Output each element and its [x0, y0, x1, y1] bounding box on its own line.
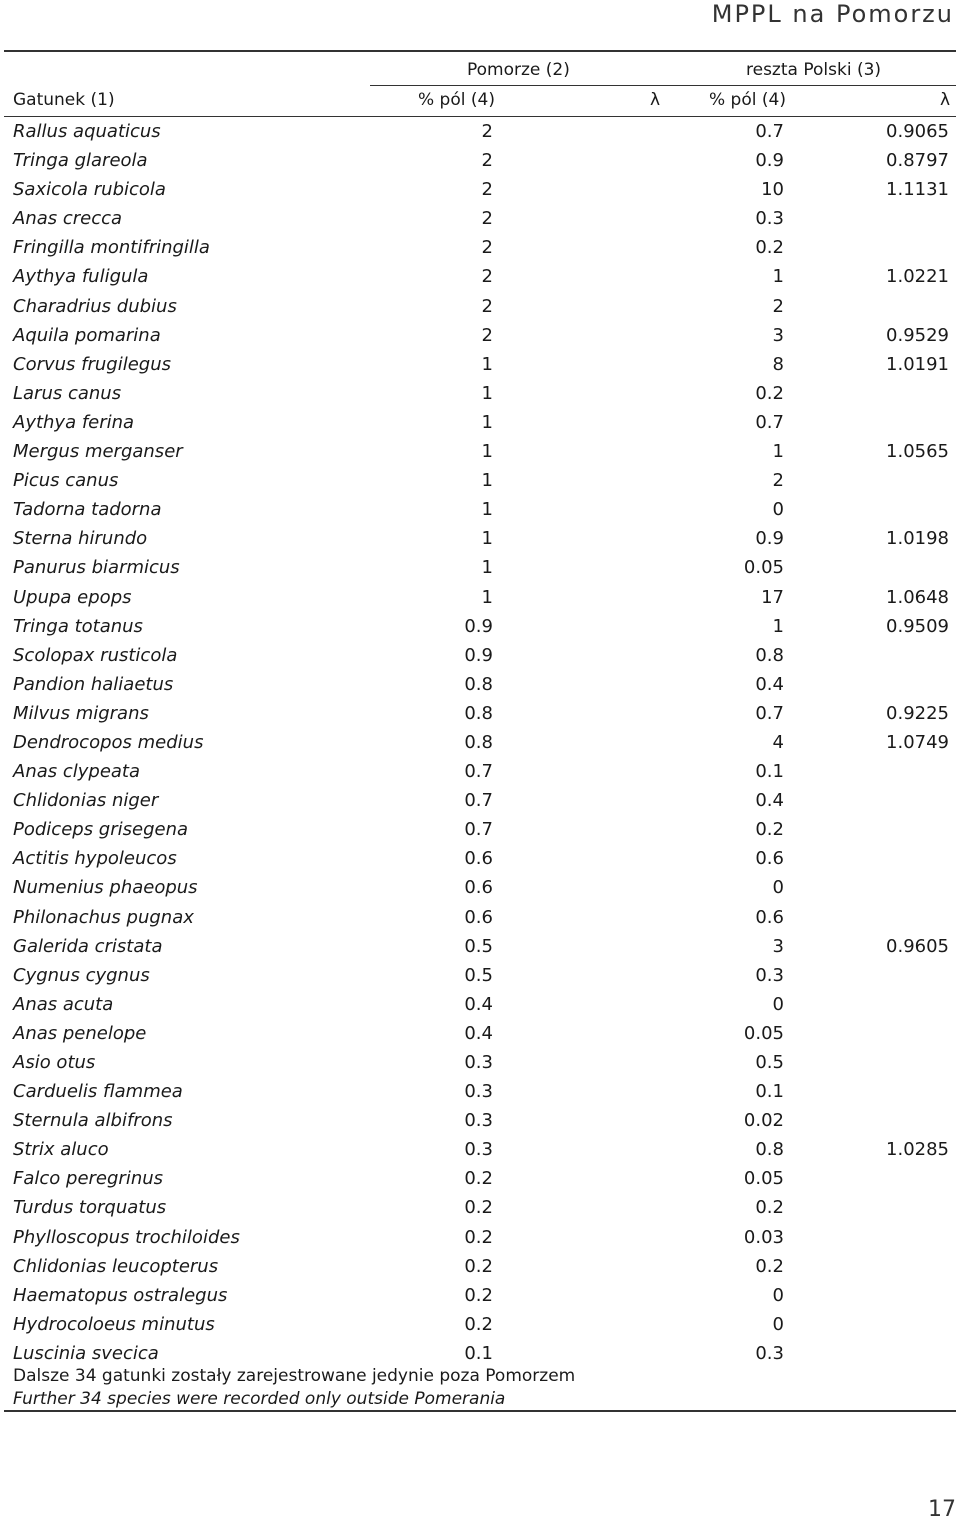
- species-name: Corvus frugilegus: [13, 353, 172, 375]
- pct-reszta-cell: 0.6: [755, 848, 784, 870]
- pct-pomorze-cell: 0.2: [464, 1255, 493, 1277]
- pct-reszta-cell: 3: [772, 324, 784, 346]
- species-name: Phylloscopus trochiloides: [13, 1226, 240, 1248]
- species-name: Numenius phaeopus: [13, 877, 198, 899]
- species-name: Mergus merganser: [13, 441, 183, 463]
- pct-reszta-cell: 17: [761, 586, 784, 608]
- running-header-title: MPPL na Pomorzu: [711, 0, 954, 28]
- column-header-lambda-pomorze: λ: [650, 90, 661, 110]
- page-number: 17: [928, 1497, 956, 1522]
- species-name: Galerida cristata: [13, 935, 163, 957]
- species-name: Tringa glareola: [13, 150, 148, 172]
- lambda-reszta-cell: 1.0749: [886, 731, 949, 753]
- pct-reszta-cell: 0.4: [755, 790, 784, 812]
- species-name: Carduelis flammea: [13, 1081, 183, 1103]
- pct-reszta-cell: 1: [772, 266, 784, 288]
- species-name: Chlidonias niger: [13, 790, 159, 812]
- table-row: [0, 204, 960, 233]
- pct-reszta-cell: 1: [772, 615, 784, 637]
- pct-pomorze-cell: 0.6: [464, 906, 493, 928]
- pct-reszta-cell: 4: [772, 731, 784, 753]
- species-name: Anas penelope: [13, 1022, 147, 1044]
- pct-reszta-cell: 0.7: [755, 411, 784, 433]
- pct-reszta-cell: 0.2: [755, 1197, 784, 1219]
- pct-reszta-cell: 0.1: [755, 1081, 784, 1103]
- column-header-lambda-reszta: λ: [940, 90, 951, 110]
- pct-pomorze-cell: 2: [481, 150, 493, 172]
- lambda-reszta-cell: 0.9509: [886, 615, 949, 637]
- pct-pomorze-cell: 0.7: [464, 819, 493, 841]
- table-bottom-rule: [4, 1410, 956, 1412]
- pct-pomorze-cell: 0.4: [464, 993, 493, 1015]
- table-row: [0, 612, 960, 641]
- table-row: [0, 146, 960, 175]
- pct-pomorze-cell: 0.2: [464, 1313, 493, 1335]
- species-table-body: [0, 117, 960, 1368]
- group-header-pomorze: Pomorze (2): [467, 60, 570, 80]
- table-row: [0, 699, 960, 728]
- pct-pomorze-cell: 0.5: [464, 935, 493, 957]
- table-row: [0, 1252, 960, 1281]
- pct-pomorze-cell: 1: [481, 411, 493, 433]
- pct-reszta-cell: 0.2: [755, 1255, 784, 1277]
- species-name: Rallus aquaticus: [13, 121, 161, 142]
- table-row: [0, 1281, 960, 1310]
- pct-reszta-cell: 1: [772, 441, 784, 463]
- pct-pomorze-cell: 1: [481, 557, 493, 579]
- table-row: [0, 321, 960, 350]
- table-row: [0, 175, 960, 204]
- table-row: [0, 379, 960, 408]
- species-name: Asio otus: [13, 1052, 96, 1073]
- pct-reszta-cell: 0.4: [755, 673, 784, 695]
- table-row: [0, 1135, 960, 1164]
- footnote-polish: Dalsze 34 gatunki zostały zarejestrowane jedynie poza Pomorzem: [13, 1366, 576, 1386]
- table-row: [0, 117, 960, 146]
- table-row: [0, 961, 960, 990]
- pct-reszta-cell: 0.2: [755, 819, 784, 841]
- table-row: [0, 1164, 960, 1193]
- species-name: Panurus biarmicus: [13, 557, 180, 579]
- table-row: [0, 524, 960, 553]
- pct-reszta-cell: 0.9: [755, 150, 784, 172]
- pct-reszta-cell: 0.8: [755, 1139, 784, 1161]
- lambda-reszta-cell: 1.0191: [886, 353, 949, 375]
- species-name: Charadrius dubius: [13, 295, 177, 317]
- table-row: [0, 757, 960, 786]
- species-name: Scolopax rusticola: [13, 644, 178, 666]
- table-row: [0, 1223, 960, 1252]
- pct-pomorze-cell: 1: [481, 353, 493, 375]
- pct-pomorze-cell: 1: [481, 441, 493, 463]
- table-row: [0, 1048, 960, 1077]
- pct-pomorze-cell: 0.1: [464, 1342, 493, 1364]
- pct-pomorze-cell: 0.7: [464, 761, 493, 783]
- pct-pomorze-cell: 2: [481, 266, 493, 288]
- pct-reszta-cell: 0.3: [755, 964, 784, 986]
- table-row: [0, 932, 960, 961]
- pct-pomorze-cell: 2: [481, 295, 493, 317]
- pct-reszta-cell: 2: [772, 295, 784, 317]
- lambda-reszta-cell: 0.9225: [886, 702, 949, 724]
- table-row: [0, 786, 960, 815]
- pct-pomorze-cell: 0.4: [464, 1022, 493, 1044]
- pct-pomorze-cell: 0.2: [464, 1284, 493, 1306]
- table-row: [0, 873, 960, 902]
- table-row: [0, 553, 960, 582]
- lambda-reszta-cell: 0.9605: [886, 935, 949, 957]
- pct-pomorze-cell: 2: [481, 121, 493, 142]
- table-row: [0, 437, 960, 466]
- footnote-english: Further 34 species were recorded only outside Pomerania: [13, 1389, 506, 1409]
- table-row: [0, 408, 960, 437]
- pct-reszta-cell: 0.6: [755, 906, 784, 928]
- pct-pomorze-cell: 2: [481, 208, 493, 230]
- table-row: [0, 903, 960, 932]
- species-name: Turdus torquatus: [13, 1197, 167, 1219]
- pct-reszta-cell: 10: [761, 179, 784, 201]
- group-header-reszta: reszta Polski (3): [746, 60, 882, 80]
- pct-reszta-cell: 2: [772, 470, 784, 492]
- pct-pomorze-cell: 0.7: [464, 790, 493, 812]
- lambda-reszta-cell: 0.8797: [886, 150, 949, 172]
- species-name: Actitis hypoleucos: [13, 848, 177, 870]
- pct-pomorze-cell: 0.5: [464, 964, 493, 986]
- species-name: Pandion haliaetus: [13, 673, 174, 695]
- pct-reszta-cell: 0.2: [755, 382, 784, 404]
- group-header-rule: [370, 85, 956, 86]
- species-name: Milvus migrans: [13, 702, 149, 724]
- pct-reszta-cell: 0: [772, 993, 784, 1015]
- table-row: [0, 1310, 960, 1339]
- column-header-species: Gatunek (1): [13, 90, 115, 110]
- pct-reszta-cell: 0.7: [755, 121, 784, 142]
- pct-reszta-cell: 0.9: [755, 528, 784, 550]
- species-name: Tringa totanus: [13, 615, 143, 637]
- table-row: [0, 1019, 960, 1048]
- pct-reszta-cell: 0: [772, 499, 784, 521]
- pct-reszta-cell: 0.05: [743, 1168, 784, 1190]
- pct-reszta-cell: 0.05: [743, 1022, 784, 1044]
- lambda-reszta-cell: 1.0285: [886, 1139, 949, 1161]
- pct-pomorze-cell: 2: [481, 179, 493, 201]
- table-row: [0, 990, 960, 1019]
- species-name: Larus canus: [13, 382, 122, 404]
- table-row: [0, 1193, 960, 1222]
- species-name: Aythya fuligula: [13, 266, 149, 288]
- pct-pomorze-cell: 2: [481, 237, 493, 259]
- pct-pomorze-cell: 0.2: [464, 1168, 493, 1190]
- pct-pomorze-cell: 1: [481, 499, 493, 521]
- species-name: Aythya ferina: [13, 411, 135, 433]
- table-row: [0, 844, 960, 873]
- species-name: Upupa epops: [13, 586, 132, 608]
- table-row: [0, 583, 960, 612]
- pct-reszta-cell: 0.7: [755, 702, 784, 724]
- lambda-reszta-cell: 1.1131: [886, 179, 949, 201]
- pct-pomorze-cell: 0.9: [464, 644, 493, 666]
- species-name: Fringilla montifringilla: [13, 237, 210, 259]
- lambda-reszta-cell: 1.0565: [886, 441, 949, 463]
- pct-pomorze-cell: 1: [481, 528, 493, 550]
- species-name: Anas clypeata: [13, 761, 141, 783]
- pct-pomorze-cell: 0.3: [464, 1052, 493, 1073]
- pct-pomorze-cell: 0.3: [464, 1139, 493, 1161]
- pct-pomorze-cell: 1: [481, 586, 493, 608]
- table-row: [0, 815, 960, 844]
- species-name: Anas acuta: [13, 993, 114, 1015]
- species-name: Sterna hirundo: [13, 528, 148, 550]
- table-row: [0, 350, 960, 379]
- lambda-reszta-cell: 1.0198: [886, 528, 949, 550]
- species-name: Podiceps grisegena: [13, 819, 189, 841]
- pct-reszta-cell: 0: [772, 877, 784, 899]
- table-row: [0, 466, 960, 495]
- pct-reszta-cell: 0.1: [755, 761, 784, 783]
- species-name: Sternula albifrons: [13, 1110, 173, 1132]
- table-row: [0, 495, 960, 524]
- column-header-pct-reszta: % pól (4): [709, 90, 786, 110]
- table-row: [0, 641, 960, 670]
- pct-reszta-cell: 0.02: [743, 1110, 784, 1132]
- pct-reszta-cell: 0.03: [743, 1226, 784, 1248]
- pct-reszta-cell: 0: [772, 1284, 784, 1306]
- species-name: Strix aluco: [13, 1139, 109, 1161]
- species-name: Saxicola rubicola: [13, 179, 166, 201]
- species-name: Hydrocoloeus minutus: [13, 1313, 215, 1335]
- table-row: [0, 292, 960, 321]
- lambda-reszta-cell: 1.0221: [886, 266, 949, 288]
- pct-pomorze-cell: 0.6: [464, 877, 493, 899]
- table-row: [0, 1106, 960, 1135]
- pct-reszta-cell: 0.2: [755, 237, 784, 259]
- pct-pomorze-cell: 0.8: [464, 702, 493, 724]
- species-name: Tadorna tadorna: [13, 499, 162, 521]
- pct-pomorze-cell: 0.3: [464, 1081, 493, 1103]
- species-name: Aquila pomarina: [13, 324, 161, 346]
- pct-reszta-cell: 0.3: [755, 208, 784, 230]
- table-top-rule: [4, 50, 956, 52]
- lambda-reszta-cell: 0.9529: [886, 324, 949, 346]
- pct-pomorze-cell: 0.2: [464, 1197, 493, 1219]
- pct-pomorze-cell: 0.9: [464, 615, 493, 637]
- pct-reszta-cell: 0.8: [755, 644, 784, 666]
- table-row: [0, 262, 960, 291]
- pct-pomorze-cell: 0.8: [464, 731, 493, 753]
- pct-pomorze-cell: 0.6: [464, 848, 493, 870]
- species-name: Philonachus pugnax: [13, 906, 194, 928]
- pct-reszta-cell: 0: [772, 1313, 784, 1335]
- table-row: [0, 233, 960, 262]
- pct-reszta-cell: 0.5: [755, 1052, 784, 1073]
- lambda-reszta-cell: 0.9065: [886, 121, 949, 142]
- pct-reszta-cell: 0.05: [743, 557, 784, 579]
- column-header-pct-pomorze: % pól (4): [418, 90, 495, 110]
- pct-reszta-cell: 8: [772, 353, 784, 375]
- pct-pomorze-cell: 2: [481, 324, 493, 346]
- table-row: [0, 1339, 960, 1368]
- species-name: Cygnus cygnus: [13, 964, 150, 986]
- species-name: Chlidonias leucopterus: [13, 1255, 219, 1277]
- table-row: [0, 670, 960, 699]
- pct-pomorze-cell: 0.8: [464, 673, 493, 695]
- species-name: Dendrocopos medius: [13, 731, 204, 753]
- species-name: Luscinia svecica: [13, 1342, 159, 1364]
- species-name: Anas crecca: [13, 208, 123, 230]
- table-row: [0, 1077, 960, 1106]
- species-name: Picus canus: [13, 470, 119, 492]
- pct-reszta-cell: 3: [772, 935, 784, 957]
- table-row: [0, 728, 960, 757]
- species-name: Haematopus ostralegus: [13, 1284, 228, 1306]
- lambda-reszta-cell: 1.0648: [886, 586, 949, 608]
- pct-pomorze-cell: 1: [481, 382, 493, 404]
- pct-reszta-cell: 0.3: [755, 1342, 784, 1364]
- species-name: Falco peregrinus: [13, 1168, 164, 1190]
- pct-pomorze-cell: 0.2: [464, 1226, 493, 1248]
- pct-pomorze-cell: 0.3: [464, 1110, 493, 1132]
- pct-pomorze-cell: 1: [481, 470, 493, 492]
